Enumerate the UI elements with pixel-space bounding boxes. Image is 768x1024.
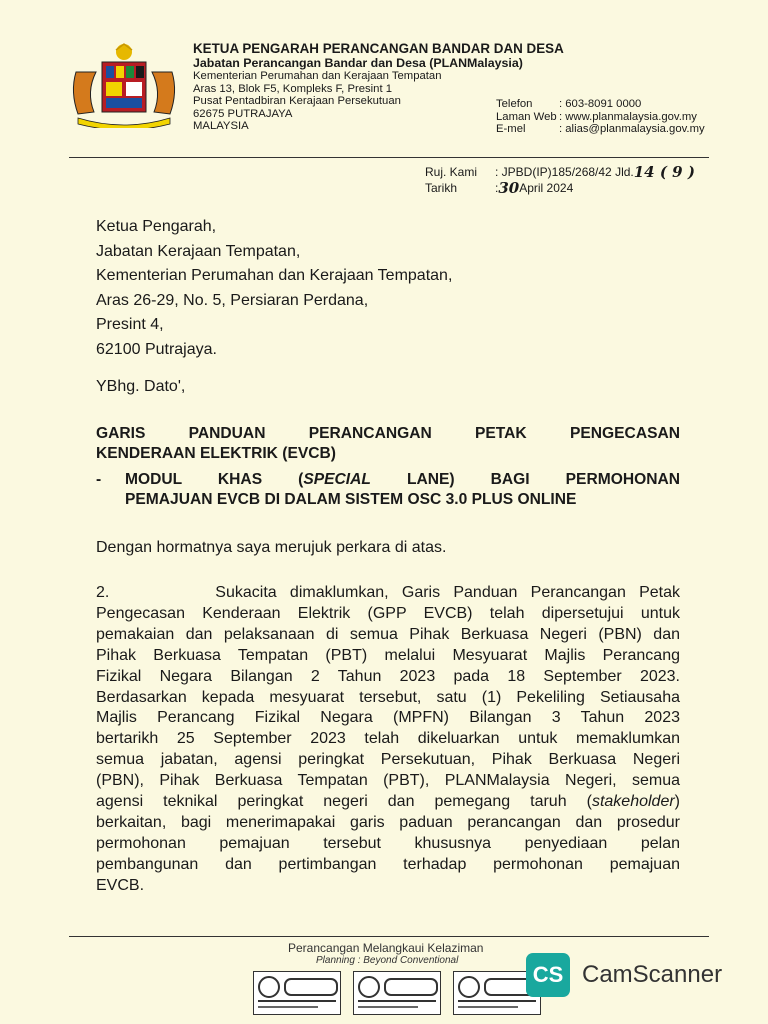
paragraph-line (96, 792, 680, 813)
reference-number: : JPBD(IP)185/268/42 Jld. (495, 165, 634, 179)
opening-sentence: Dengan hormatnya saya merujuk perkara di atas. (96, 539, 447, 556)
letterhead-address-line: Pusat Pentadbiran Kerajaan Persekutuan (193, 95, 401, 108)
contact-label: Laman Web (496, 110, 557, 123)
paragraph-line: permohonan pemajuan tersebut khususnya penyediaan pelan (96, 834, 680, 852)
camscanner-logo-icon: CS (526, 953, 570, 997)
certification-logos (253, 971, 541, 1015)
paragraph-line: Majlis Perancang Fizikal Negara (MPFN) Bilangan 3 Tahun 2023 (96, 709, 680, 727)
subject-subitem (96, 470, 680, 510)
date-handwritten-day: 30 (498, 179, 520, 197)
salutation: YBhg. Dato', (96, 378, 186, 395)
sirim-qms-cert-icon (253, 971, 341, 1015)
subject-subline (125, 470, 680, 490)
recipient-line: Jabatan Kerajaan Tempatan, (96, 242, 301, 260)
subject-dash: - (96, 471, 102, 488)
subject-subline-part: LANE) BAGI PERMOHONAN (370, 471, 680, 488)
letterhead-address-line: MALAYSIA (193, 120, 249, 133)
subject-line: KENDERAAN ELEKTRIK (EVCB) (96, 445, 336, 462)
paragraph-line: semua jabatan, agensi peringkat Persekutuan, Pihak Berkuasa Negeri (96, 751, 680, 769)
paragraph-part: ) (674, 793, 680, 811)
footer-motto-english: Planning : Beyond Conventional (316, 955, 459, 966)
date-month-year: April 2024 (519, 181, 574, 195)
letterhead-address-line: Kementerian Perumahan dan Kerajaan Tempatan (193, 70, 442, 82)
camscanner-watermark: CamScanner (582, 961, 723, 988)
reference-block (425, 164, 695, 196)
paragraph-line: Pihak Berkuasa Tempatan (PBT) melalui Mesyuarat Majlis Perancang (96, 646, 680, 664)
reference-label: Ruj. Kami (425, 165, 478, 179)
malaysia-coat-of-arms-icon (66, 42, 182, 128)
paragraph-2 (96, 583, 680, 897)
recipient-line: Aras 26-29, No. 5, Persiaran Perdana, (96, 291, 369, 309)
recipient-line: Kementerian Perumahan dan Kerajaan Tempatan, (96, 267, 453, 284)
contact-website[interactable]: : www.planmalaysia.gov.my (559, 110, 697, 123)
letterhead-department: Jabatan Perancangan Bandar dan Desa (PLANMalaysia) (193, 56, 523, 70)
subject-subline-part: MODUL KHAS ( (125, 471, 304, 488)
paragraph-line: 2. Sukacita dimaklumkan, Garis Panduan Perancangan Petak (96, 584, 680, 601)
date-colon: : (495, 181, 499, 195)
recipient-line: Ketua Pengarah, (96, 218, 217, 235)
paragraph-line: EVCB. (96, 876, 145, 894)
paragraph-line: Fizikal Negara Bilangan 2 Tahun 2023 pada 18 September 2023. (96, 667, 680, 685)
date-label: Tarikh (425, 181, 458, 195)
subject-subline-italic: SPECIAL (303, 471, 371, 488)
reference-handwritten: 14 ( 9 ) (633, 163, 695, 181)
header-divider (69, 157, 709, 158)
sirim-ems-cert-icon (353, 971, 441, 1015)
subject-subline: PEMAJUAN EVCB DI DALAM SISTEM OSC 3.0 PLUS ONLINE (125, 491, 577, 508)
paragraph-line: pemakaian dan pelaksanaan di semua Pihak Berkuasa Negeri (PBN) dan (96, 625, 680, 643)
footer-motto: Perancangan Melangkaui Kelaziman (288, 941, 484, 955)
contact-email[interactable]: : alias@planmalaysia.gov.my (559, 123, 705, 136)
letterhead-address-line: 62675 PUTRAJAYA (193, 107, 293, 120)
paragraph-part: agensi teknikal peringkat negeri dan pemegang taruh ( (96, 793, 592, 811)
contact-label: Telefon (496, 98, 533, 110)
recipient-line: 62100 Putrajaya. (96, 340, 217, 358)
letterhead-title: KETUA PENGARAH PERANCANGAN BANDAR DAN DESA (193, 41, 564, 56)
contact-phone: : 603-8091 0000 (559, 98, 642, 110)
recipient-address (96, 215, 452, 362)
letterhead-address-line: Aras 13, Blok F5, Kompleks F, Presint 1 (193, 82, 393, 95)
letterhead-contact (496, 98, 705, 136)
paragraph-line: Berdasarkan kepada mesyuarat tersebut, satu (1) Pekeliling Setiausaha (96, 688, 680, 706)
contact-label: E-mel (496, 123, 526, 136)
subject-line: GARIS PANDUAN PERANCANGAN PETAK PENGECASAN (96, 425, 680, 442)
paragraph-line: Pengecasan Kenderaan Elektrik (GPP EVCB) telah dipersetujui untuk (96, 604, 680, 622)
recipient-line: Presint 4, (96, 316, 164, 333)
paragraph-line: bertarikh 25 September 2023 telah dikeluarkan untuk memaklumkan (96, 730, 680, 748)
footer-divider (69, 936, 709, 937)
subject-heading (96, 424, 680, 510)
paragraph-line: (PBN), Pihak Berkuasa Tempatan (PBT), PLANMalaysia Negeri, semua (96, 772, 680, 790)
paragraph-line: berkaitan, bagi menerimapakai garis paduan perancangan dan prosedur (96, 813, 680, 831)
paragraph-italic: stakeholder (591, 793, 675, 811)
paragraph-line: pembangunan dan pertimbangan terhadap permohonan pemajuan (96, 855, 680, 873)
